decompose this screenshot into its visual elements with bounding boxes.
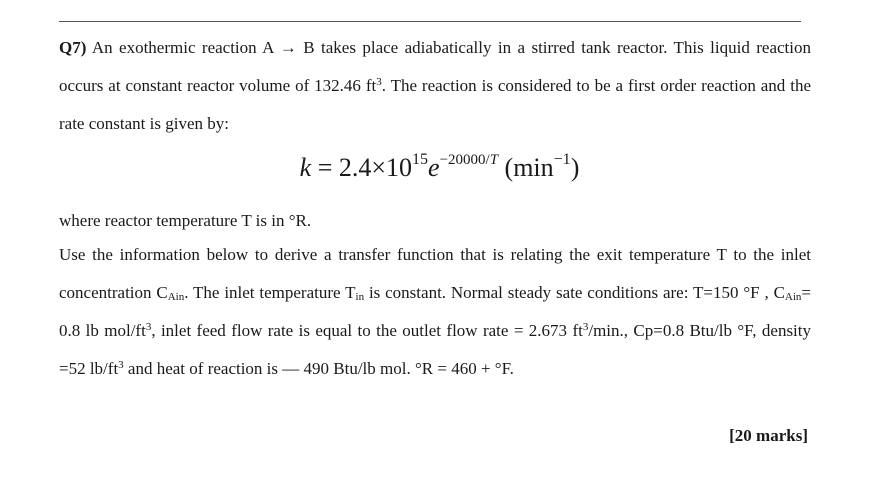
superscript-3a: 3 [145,321,152,333]
formula-e: e [428,153,440,182]
formula-exponent [440,152,498,168]
subscript-ain-2: Ain [784,291,802,303]
body-text-5: , inlet feed flow rate is equal to the outlet flow rate = 2.673 ft [151,321,583,340]
body-text-3: is constant. Normal steady sate conditions are: T=150 °F , C [364,283,785,302]
body-text-7: and heat of reaction is — 490 Btu/lb mol. °R = 460 + °F. [123,359,514,378]
formula-unit-exponent: −1 [553,151,571,168]
body-text-4: = 0.8 lb mol/ft [59,283,811,340]
question-label: Q7) [59,38,87,57]
formula-exponent-num: −20000/ [439,152,490,168]
marks-label: [20 marks] [729,426,808,445]
subscript-in: in [355,291,365,303]
reaction-arrow-icon: → [279,38,297,57]
formula-power-15: 15 [412,151,429,168]
top-divider [59,21,801,22]
intro-text-1: An exothermic reaction A [86,38,280,57]
superscript-3c: 3 [118,359,124,371]
intro-text-2: B takes place adiabatically in a stirred tank reactor. This liquid reaction occurs at constant reactor volume of 132.46 ft [59,38,811,95]
where-line: where reactor temperature T is in °R. [59,211,312,230]
body-text-1: Use the information below to derive a transfer function that is relating the exit temperature T to the inlet concentration C [59,245,811,302]
intro-text-3: . The reaction is considered to be a first order reaction and the rate constant is given by: [59,76,811,133]
body-text-6: /min., Cp=0.8 Btu/lb °F, density =52 lb/ft [59,321,812,378]
superscript-3b: 3 [582,321,589,333]
formula-unit-close: ) [570,153,580,182]
formula-exponent-T: T [489,152,499,168]
question-intro [59,29,811,143]
formula-coefficient: = 2.4×10 [311,153,413,182]
formula-unit-open: (min [498,153,554,182]
rate-constant-formula [0,150,879,186]
formula-k: k [299,153,312,182]
volume-exponent: 3 [376,76,382,88]
subscript-ain: Ain [167,291,185,303]
body-text-2: . The inlet temperature T [184,283,356,302]
question-body [59,236,811,388]
